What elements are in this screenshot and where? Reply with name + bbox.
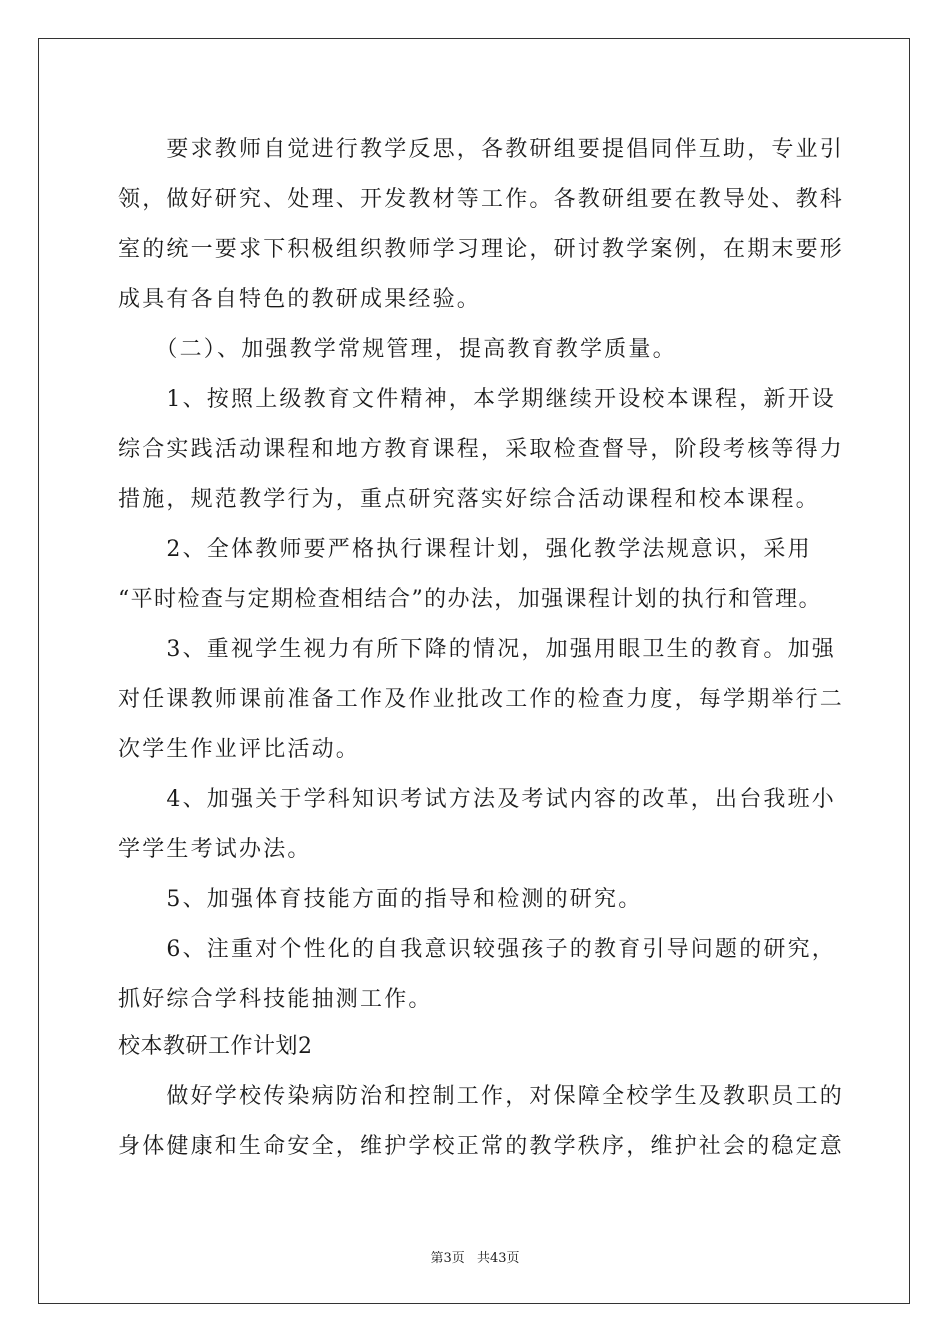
text-line: 要求教师自觉进行教学反思，各教研组要提倡同伴互助，专业引 bbox=[118, 137, 845, 162]
text-line: 6、注重对个性化的自我意识较强孩子的教育引导问题的研究， bbox=[118, 937, 836, 962]
text-line: 身体健康和生命安全，维护学校正常的教学秩序，维护社会的稳定意 bbox=[118, 1134, 845, 1159]
text-line: 次学生作业评比活动。 bbox=[118, 737, 361, 762]
total-pages: 共43页 bbox=[476, 1251, 520, 1266]
text-line: 3、重视学生视力有所下降的情况，加强用眼卫生的教育。加强 bbox=[118, 637, 836, 662]
text-line: 领，做好研究、处理、开发教材等工作。各教研组要在教导处、教科 bbox=[118, 187, 845, 212]
current-page-number: 第3页 bbox=[430, 1251, 465, 1266]
text-line: 对任课教师课前准备工作及作业批改工作的检查力度，每学期举行二 bbox=[118, 687, 845, 712]
text-line: 学学生考试办法。 bbox=[118, 837, 312, 862]
text-line: 抓好综合学科技能抽测工作。 bbox=[118, 987, 433, 1012]
section-heading: （二）、加强教学常规管理，提高教育教学质量。 bbox=[118, 337, 677, 362]
text-line: 4、加强关于学科知识考试方法及考试内容的改革，出台我班小 bbox=[118, 787, 836, 812]
text-line: 1、按照上级教育文件精神，本学期继续开设校本课程，新开设 bbox=[118, 387, 836, 412]
page-footer bbox=[0, 1247, 950, 1266]
text-line: 综合实践活动课程和地方教育课程，采取检查督导，阶段考核等得力 bbox=[118, 437, 845, 462]
text-line: 成具有各自特色的教研成果经验。 bbox=[118, 287, 482, 312]
text-line: “平时检查与定期检查相结合”的办法，加强课程计划的执行和管理。 bbox=[118, 587, 822, 612]
text-line: 2、全体教师要严格执行课程计划，强化教学法规意识，采用 bbox=[118, 537, 812, 562]
text-line: 5、加强体育技能方面的指导和检测的研究。 bbox=[118, 887, 643, 912]
text-line: 措施，规范教学行为，重点研究落实好综合活动课程和校本课程。 bbox=[118, 487, 820, 512]
text-line: 室的统一要求下积极组织教师学习理论，研讨教学案例，在期末要形 bbox=[118, 237, 845, 262]
document-title: 校本教研工作计划2 bbox=[118, 1034, 313, 1059]
text-line: 做好学校传染病防治和控制工作，对保障全校学生及教职员工的 bbox=[118, 1084, 845, 1109]
